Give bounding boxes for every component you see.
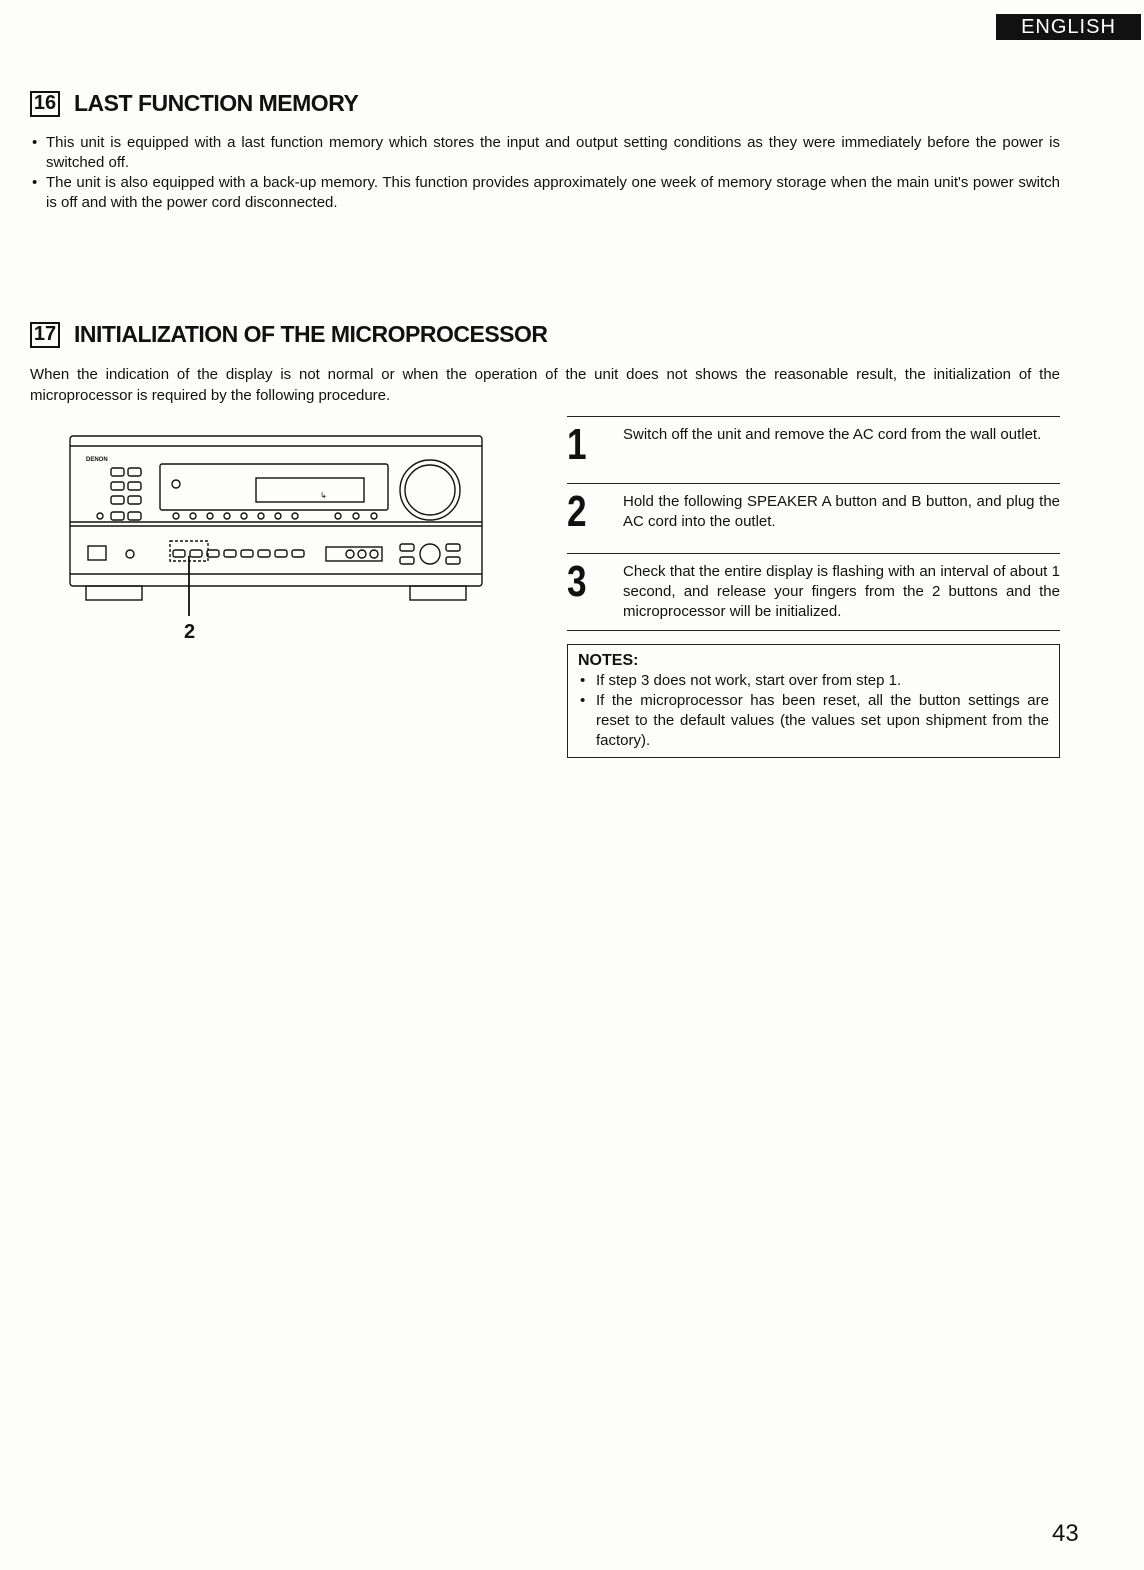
receiver-front-panel-illustration — [66, 434, 486, 644]
svg-text:↳: ↳ — [320, 491, 327, 500]
brand-logo: DENON — [86, 457, 108, 463]
display-panel — [256, 478, 364, 502]
step-text: Check that the entire display is flashing with an interval of about 1 second, and release your fingers from the 2 buttons and the microprocessor will be initialized. — [623, 563, 1060, 620]
step-text: Switch off the unit and remove the AC cord from the wall outlet. — [623, 426, 1042, 443]
section-16-bullets — [30, 133, 1060, 213]
step-text: Hold the following SPEAKER A button and B button, and plug the AC cord into the outlet. — [623, 493, 1060, 530]
language-tab: ENGLISH — [996, 14, 1141, 40]
section-16-heading — [30, 90, 358, 117]
step-number: 1 — [567, 420, 587, 469]
power-button — [88, 546, 106, 560]
step-number: 2 — [567, 487, 587, 536]
bullet-item: • The unit is also equipped with a back-up memory. This function provides approximately one week of memory storage when the main unit's power switch is off and with the power cord disconnected. — [30, 173, 1060, 213]
bullet-item: • This unit is equipped with a last function memory which stores the input and output setting conditions as they were immediately before the power is switched off. — [30, 133, 1060, 173]
note-item: • If the microprocessor has been reset, all the button settings are reset to the default values (the values set upon shipment from the factory). — [578, 691, 1049, 751]
section-title: INITIALIZATION OF THE MICROPROCESSOR — [74, 321, 548, 347]
note-item: • If step 3 does not work, start over from step 1. — [578, 671, 1049, 691]
notes-list — [578, 671, 1049, 751]
procedure-steps — [567, 416, 1060, 631]
receiver-body — [70, 436, 482, 586]
step-1 — [567, 416, 1060, 483]
master-volume-knob — [400, 460, 460, 520]
page-number: 43 — [1052, 1520, 1079, 1547]
section-number: 16 — [30, 91, 60, 117]
notes-box — [567, 644, 1060, 758]
step-3 — [567, 553, 1060, 630]
section-17-intro: When the indication of the display is not normal or when the operation of the unit does not shows the reasonable result, the initialization of the microprocessor is required by the following procedure. — [30, 366, 1060, 404]
notes-title: NOTES: — [578, 652, 639, 669]
display-window — [160, 464, 388, 510]
section-17-heading — [30, 321, 548, 348]
section-title: LAST FUNCTION MEMORY — [74, 90, 359, 116]
step-number: 3 — [567, 557, 587, 606]
steps-divider — [567, 630, 1060, 631]
callout-label: 2 — [184, 621, 196, 643]
section-number: 17 — [30, 322, 60, 348]
step-2 — [567, 483, 1060, 553]
